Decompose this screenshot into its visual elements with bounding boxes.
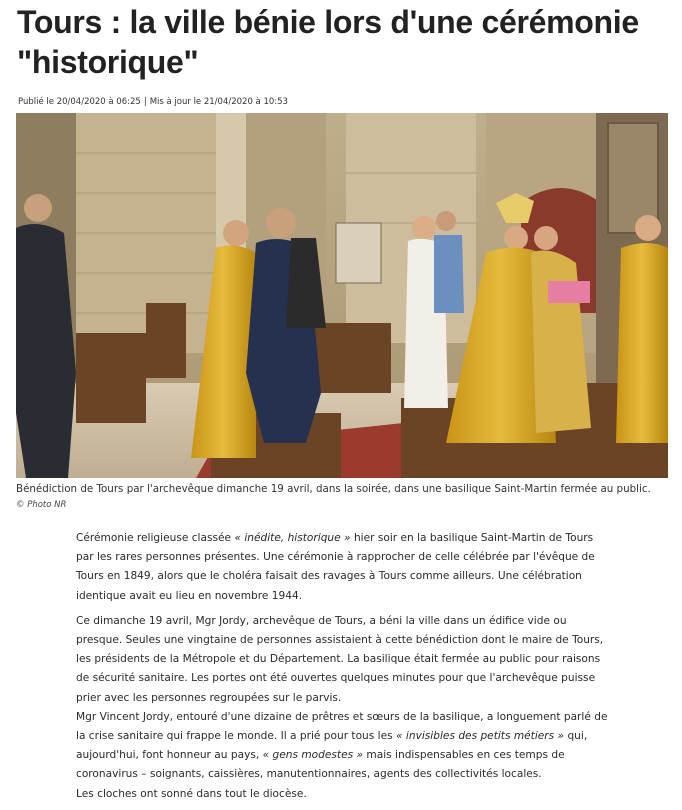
text-line: par les rares personnes présentes. Une cérémonie à rapprocher de celle célébrée par l'évêque de [76, 551, 595, 564]
text-line: aujourd'hui, font honneur au pays, « gens modestes » mais indispensables en ces temps de [76, 749, 565, 762]
text-line: la crise sanitaire qui frappe le monde. Il a prié pour tous les « invisibles des petits métiers » qui, [76, 730, 588, 743]
photo-caption: Bénédiction de Tours par l'archevêque dimanche 19 avril, dans la soirée, dans une basilique Saint-Martin fermée au public. [16, 483, 651, 495]
date-separator: | [143, 97, 147, 107]
basilica-ceremony-image [16, 113, 668, 478]
text-line: les présidents de la Métropole et du Département. La basilique était fermée au public pour raisons [76, 653, 601, 666]
text-line: Cérémonie religieuse classée « inédite, historique » hier soir en la basilique Saint-Martin de Tours [76, 532, 594, 544]
photo-credit: © Photo NR [16, 500, 67, 510]
text-line: presque. Seules une vingtaine de personnes assistaient à cette bénédiction dont le maire de Tours, [76, 634, 604, 647]
text-line: Les cloches ont sonné dans tout le diocèse. [76, 787, 307, 800]
text-line: prier avec les personnes regroupées sur le parvis. [76, 691, 342, 704]
text-line: identique avait eu lieu en novembre 1944. [76, 589, 303, 602]
text-line: de sécurité sanitaire. Les portes ont été ouvertes quelques minutes pour que l'archevêque puisse [76, 672, 596, 685]
paragraph-2 [76, 612, 636, 804]
quote-emphasis: « invisibles des petits métiers » [396, 730, 565, 743]
article-dates [18, 97, 288, 107]
updated-date: Mis à jour le 21/04/2020 à 10:53 [149, 97, 288, 107]
quote-emphasis: « inédite, historique » [234, 532, 351, 544]
text-line: Ce dimanche 19 avril, Mgr Jordy, archevêque de Tours, a béni la ville dans un édifice vide ou [76, 614, 567, 627]
article-photo [16, 113, 668, 478]
paragraph-1 [76, 529, 636, 606]
text-line: Tours en 1849, alors que le choléra faisait des ravages à Tours comme ailleurs. Une célébration [76, 570, 582, 583]
quote-emphasis: « gens modestes » [262, 749, 364, 762]
published-date: Publié le 20/04/2020 à 06:25 [18, 97, 141, 107]
text-line: Mgr Vincent Jordy, entouré d'une dizaine de prêtres et sœurs de la basilique, a longuement parlé de [76, 710, 608, 723]
article-body [76, 529, 636, 810]
article-title: Tours : la ville bénie lors d'une cérémonie "historique" [17, 4, 639, 80]
text-line: coronavirus – soignants, caissières, manutentionnaires, agents des collectivités locales. [76, 768, 542, 781]
